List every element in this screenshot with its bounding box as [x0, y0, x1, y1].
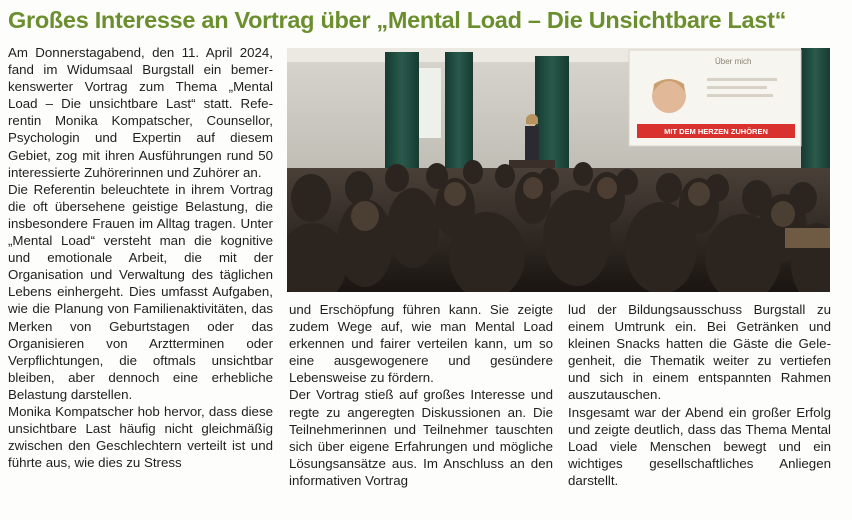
paragraph-conclusion: Insgesamt war der Abend ein großer Erfolg und zeigte deutlich, dass das Thema Mental Load viele Menschen bewegt und ein wichtiges gesellschaftliches Anliegen darstellt. — [568, 404, 831, 488]
article-column-1 — [8, 44, 273, 471]
projection-slide — [629, 50, 801, 146]
paragraph-intro: Am Donnerstagabend, den 11. April 2024, fand im Widumsaal Burgstall ein bemerkenswerter Vortrag zum Thema „Mental Load – Die unsichtbare Last“ statt. Referentin Monika Kompatscher, Counsellor, Psychologin und Expertin auf diesem Gebiet, zog mit ihren Ausführungen rund 50 interessierte Zuhörerinnen und Zuhörer an. — [8, 45, 273, 180]
window — [419, 68, 441, 138]
slide-banner-text: MIT DEM HERZEN ZUHÖREN — [664, 127, 768, 136]
curtain-3 — [535, 56, 569, 176]
article-headline: Großes Interesse an Vortrag über „Mental Load – Die Unsichtbare Last“ — [8, 7, 787, 33]
speaker-figure — [525, 114, 539, 160]
event-photo — [287, 48, 830, 292]
paragraph-mental-load: Die Referentin beleuchtete in ihrem Vortrag die oft übersehene geistige Belastung, die insbesondere Frauen im Alltag tragen. Unter „Mental Load“ versteht man die kognitive und emotionale Arbeit, die mit der Organisation und Verwaltung des täglichen Lebens einhergeht. Dies umfasst Aufgaben, wie die Planung von Familienaktivitäten, das Merken von Geburtstagen oder das Organisieren von Arztterminen oder Verpflichtungen, die oftmals unsichtbar bleiben, aber dennoch eine erhebliche Belastung darstellen. — [8, 181, 273, 402]
side-table — [785, 228, 830, 248]
article-column-2 — [289, 301, 553, 489]
paragraph-discussion: Der Vortrag stieß auf großes Interesse und regte zu angeregten Diskussionen an. Die Teilnehmerinnen und Teilnehmer tauschten sich über eigene Erfahrungen und mögliche Lösungsansätze aus. Im Anschluss an den informativen Vortrag — [289, 387, 553, 488]
paragraph-speaker: Monika Kompatscher hob hervor, dass diese unsichtbare Last häufig nicht gleichmäßig zwischen den Geschlechtern verteilt ist und führte aus, wie dies zu Stress — [8, 403, 273, 471]
paragraph-ways: und Erschöpfung führen kann. Sie zeigte zudem Wege auf, wie man Mental Load erkennen und fairer verteilen kann, um so eine ausgewogenere und gesündere Lebensweise zu fördern. — [289, 302, 553, 386]
curtain-2 — [445, 52, 473, 178]
slide-title: Über mich — [715, 57, 752, 66]
paragraph-reception: lud der Bildungsausschuss Burgstall zu einem Umtrunk ein. Bei Getränken und kleinen Snacks hatten die Gäste die Gelegenheit, die Thematik weiter zu vertiefen und sich in einem entspannten Rahmen auszutauschen. — [568, 302, 831, 403]
article-column-3 — [568, 301, 831, 489]
curtain-1 — [385, 52, 419, 184]
